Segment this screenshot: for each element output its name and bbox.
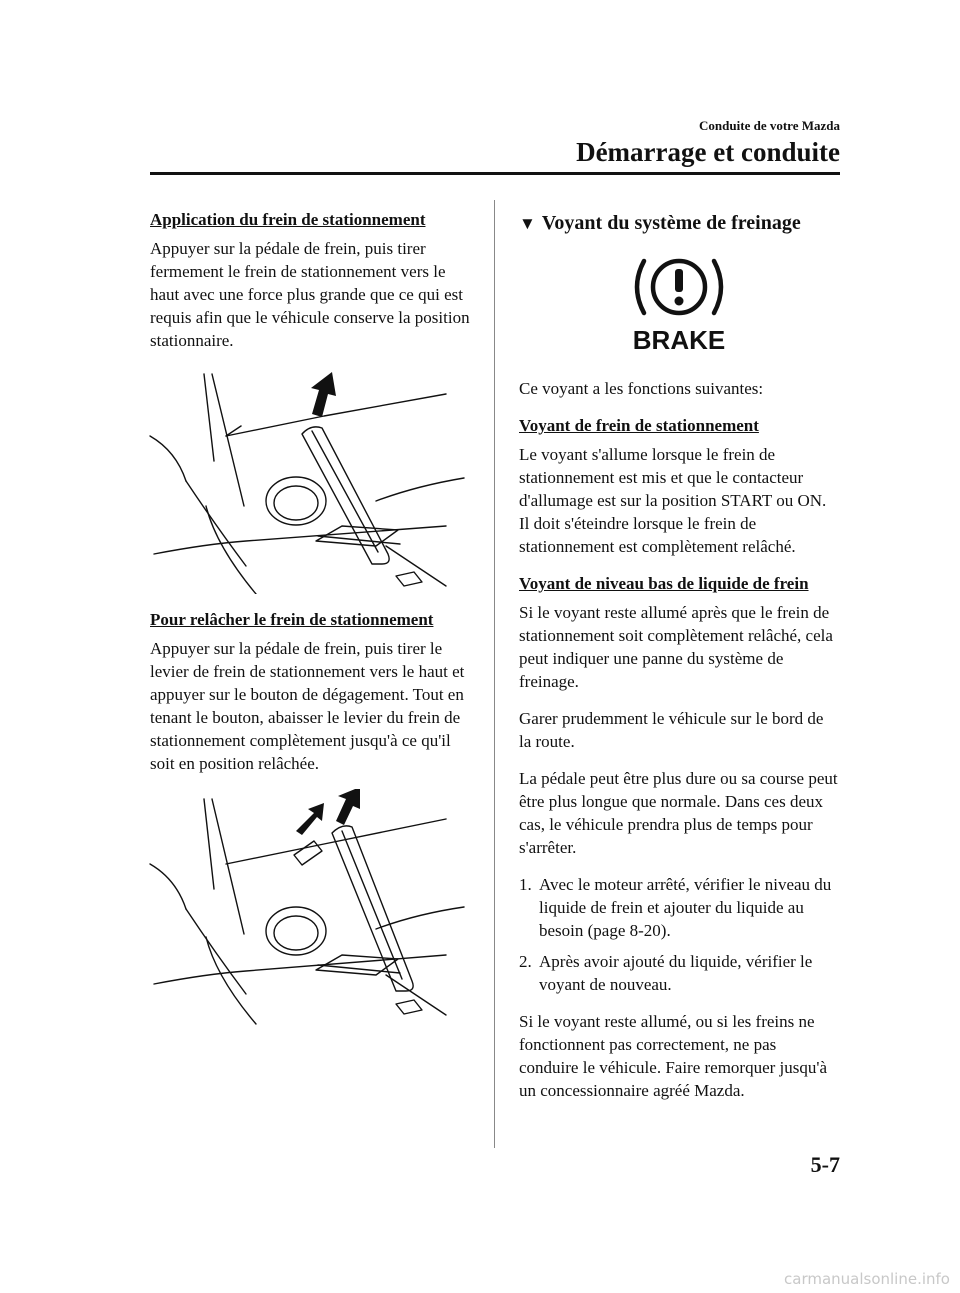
low-fluid-text-2: Garer prudemment le véhicule sur le bord de la route. [519,709,824,751]
watermark[interactable]: carmanualsonline.info [784,1270,950,1288]
section-title [519,212,839,235]
column-divider [494,200,495,1148]
closing-text: Si le voyant reste allumé, ou si les freins ne fonctionnent pas correctement, ne pas conduire le véhicule. Faire remorquer jusqu'à un concessionnaire agréé Mazda. [519,1012,828,1100]
down-triangle-icon: ▼ [519,214,536,233]
brake-warning-icon [614,253,744,353]
list-text: Avec le moteur arrêté, vérifier le niveau du liquide de frein et ajouter du liquide au besoin (page 8-20). [539,875,832,940]
brake-label: BRAKE [632,325,726,353]
low-fluid-heading: Voyant de niveau bas de liquide de frein [519,574,809,593]
list-text: Après avoir ajouté du liquide, vérifier le voyant de nouveau. [539,952,813,994]
left-column [150,208,470,1043]
page-number: 5-7 [810,1152,840,1177]
header-subtitle: Conduite de votre Mazda [699,118,840,133]
list-item [519,950,839,996]
parking-brake-apply-illustration [146,366,466,594]
brake-warning-symbol [519,253,839,353]
list-number: 2. [519,952,532,971]
header-rule [150,172,840,175]
low-fluid-text-1: Si le voyant reste allumé après que le frein de stationnement soit complètement relâché, cela peut indiquer une panne du système de freinage. [519,603,833,691]
park-brake-light-text: Le voyant s'allume lorsque le frein de stationnement est mis et que le contacteur d'allumage est sur la position START ou ON. Il doit s'éteindre lorsque le frein de stationnement est complètement relâché. [519,445,827,556]
apply-text: Appuyer sur la pédale de frein, puis tirer fermement le frein de stationnement vers le haut avec une force plus grande que ce qui est requis afin que le véhicule conserve la position stationnaire. [150,239,470,350]
park-brake-light-heading: Voyant de frein de stationnement [519,416,759,435]
parking-brake-release-illustration [146,789,466,1029]
release-heading: Pour relâcher le frein de stationnement [150,610,434,629]
page-title: Démarrage et conduite [576,137,840,167]
intro-text: Ce voyant a les fonctions suivantes: [519,379,764,398]
section-title-text: Voyant du système de freinage [541,212,801,234]
list-number: 1. [519,875,532,894]
right-column [519,208,839,1116]
apply-heading: Application du frein de stationnement [150,210,426,229]
list-item [519,873,839,942]
low-fluid-text-3: La pédale peut être plus dure ou sa course peut être plus longue que normale. Dans ces deux cas, le véhicule prendra plus de temps pour s'arrêter. [519,769,838,857]
release-text: Appuyer sur la pédale de frein, puis tirer le levier de frein de stationnement vers le haut et appuyer sur le bouton de dégagement. Tout en tenant le bouton, abaisser le levier du frein de stationnement complètement jusqu'à ce qu'il soit en position relâchée. [150,639,465,773]
